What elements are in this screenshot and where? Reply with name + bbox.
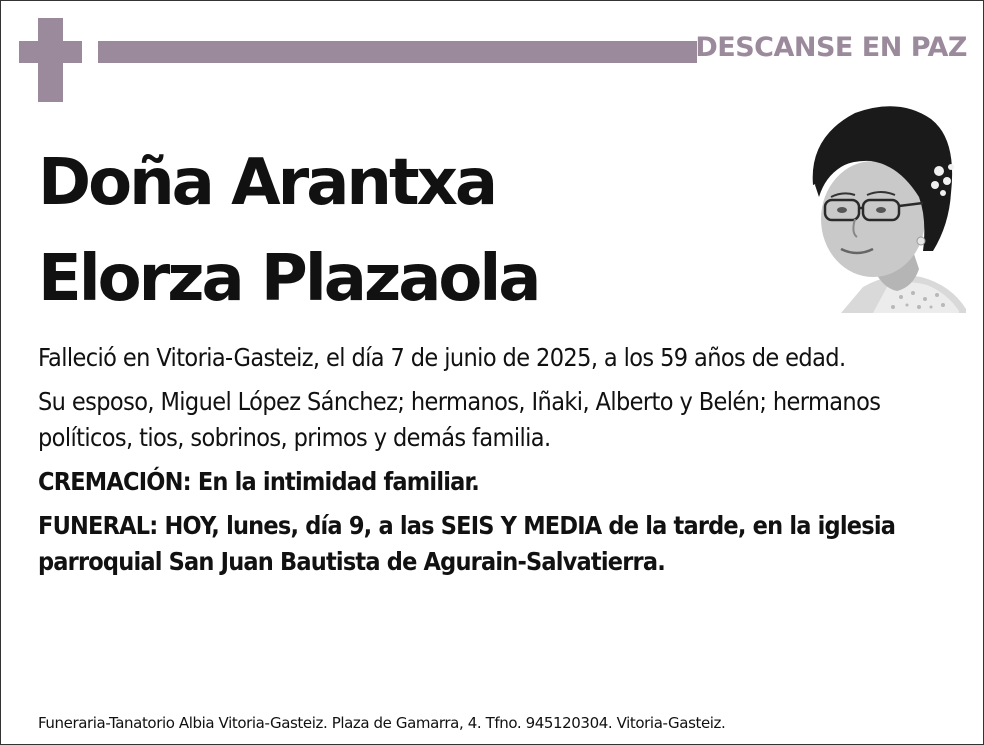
obituary-body [38, 340, 958, 588]
funeral-notice: FUNERAL: HOY, lunes, día 9, a las SEIS Y MEDIA de la tarde, en la iglesia parroquial San Juan Bautista de Agurain-Salvatierra. [38, 511, 896, 576]
rip-heading: DESCANSE EN PAZ [695, 32, 967, 63]
cremation-notice: CREMACIÓN: En la intimidad familiar. [38, 467, 479, 496]
family-list: Su esposo, Miguel López Sánchez; hermanos, Iñaki, Alberto y Belén; hermanos políticos, tios, sobrinos, primos y demás familia. [38, 387, 881, 452]
cross-icon-arm [19, 41, 82, 63]
death-notice: Falleció en Vitoria-Gasteiz, el día 7 de junio de 2025, a los 59 años de edad. [38, 343, 846, 372]
deceased-name [38, 135, 538, 327]
portrait-photo [801, 101, 966, 313]
header-band [98, 41, 697, 63]
name-line-2: Elorza Plazaola [38, 242, 539, 316]
name-line-1: Doña Arantxa [38, 146, 496, 220]
funeral-home-footer: Funeraria-Tanatorio Albia Vitoria-Gasteiz. Plaza de Gamarra, 4. Tfno. 945120304. Vitoria-Gasteiz. [38, 714, 726, 732]
